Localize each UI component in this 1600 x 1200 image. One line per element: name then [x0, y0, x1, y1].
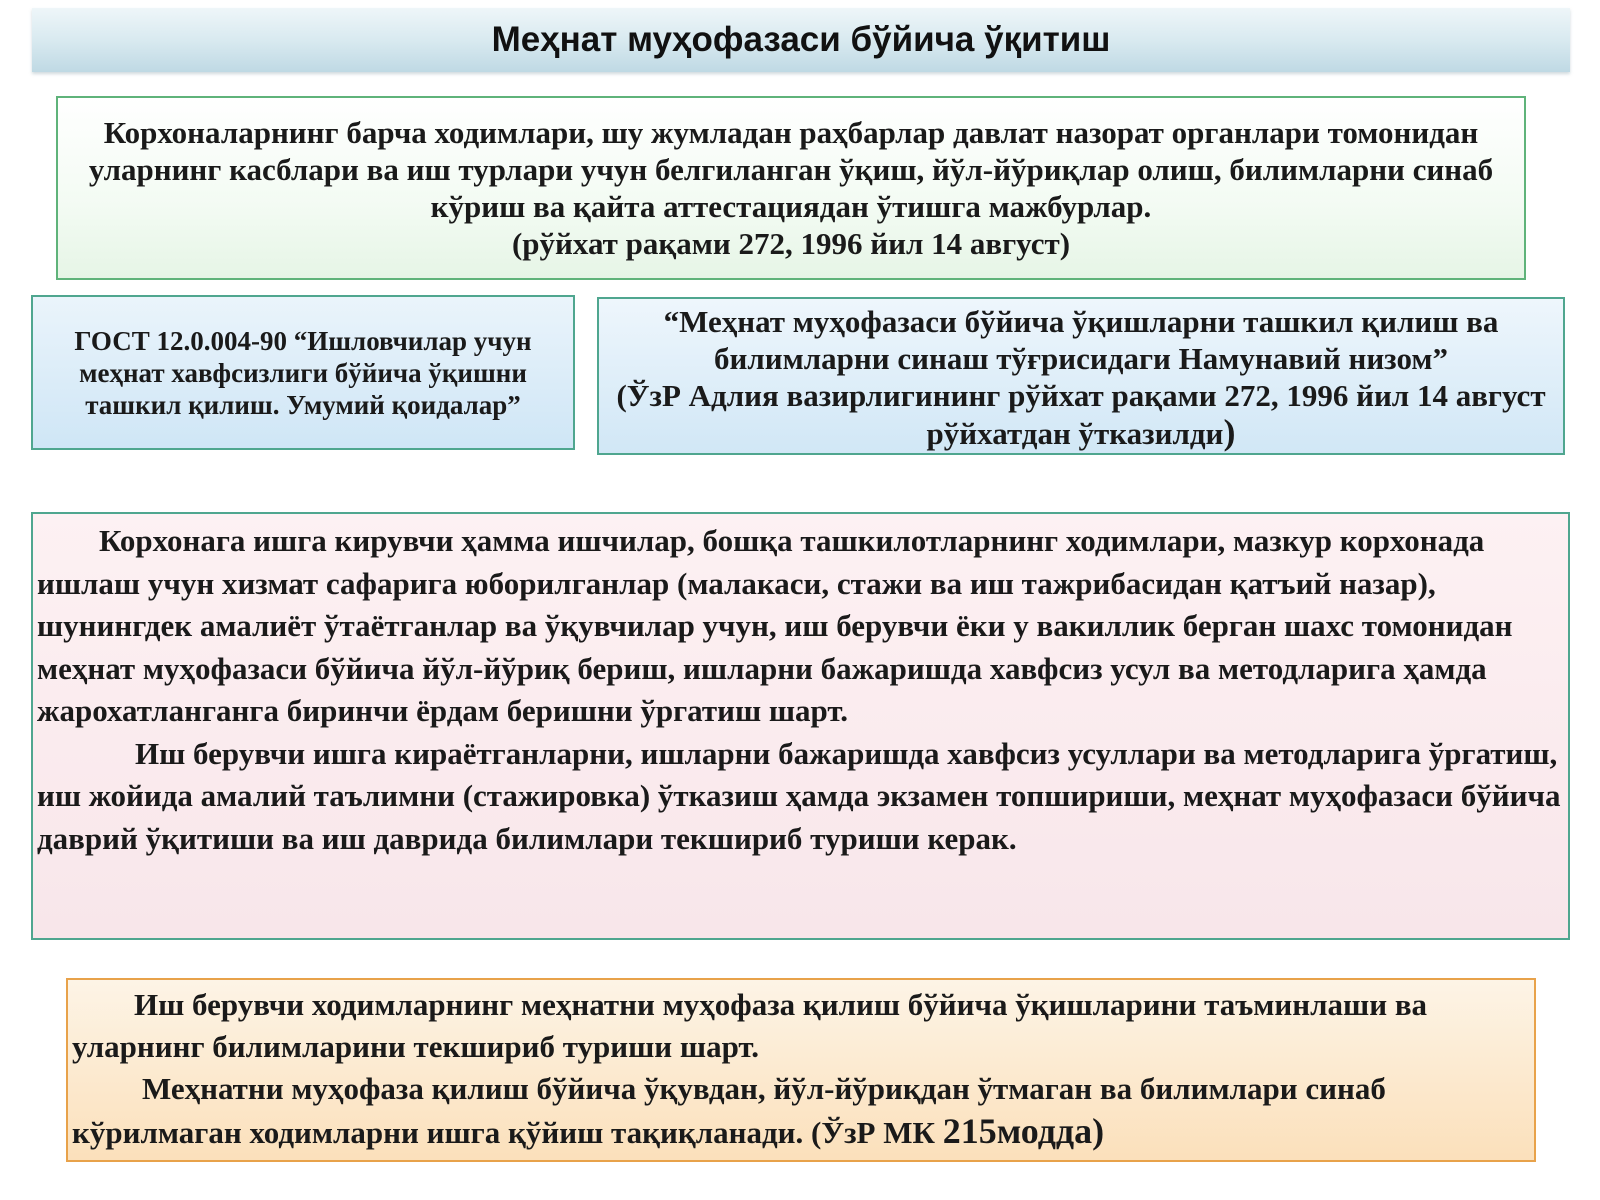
gost-text: ГОСТ 12.0.004-90 “Ишловчилар учун меҳнат хавфсизлиги бўйича ўқишни ташкил қилиш. Умумий қоидалар” [74, 326, 532, 420]
employer-paragraph-1: Иш берувчи ходимларнинг меҳнатни муҳофаза қилиш бўйича ўқишларини таъминлаши ва уларнинг билимларини текшириб туриши шарт. [72, 987, 1428, 1064]
page-title: Меҳнат муҳофазаси бўйича ўқитиш [491, 20, 1111, 59]
regulation-closing-paren: ) [1223, 412, 1236, 452]
obligation-text: Корхоналарнинг барча ходимлари, шу жумладан раҳбарлар давлат назорат органлари томонидан уларнинг касблари ва иш турлари учун белгиланган ўқиш, йўл-йўриқлар олиш, билимларни синаб кўриш ва қайта аттестациядан ўтишга мажбурлар. [88, 115, 1494, 224]
instruction-paragraph-2: Иш берувчи ишга кираётганларни, ишларни бажаришда хавфсиз усуллари ва методларига ўргатиш, иш жойида амалий таълимни (стажировка) ўтказиш ҳамда экзамен топшириши, меҳнат муҳофазаси бўйича даврий ўқитиши ва иш даврида билимлари текшириб туриши керак. [37, 735, 1561, 856]
regulation-title: “Меҳнат муҳофазаси бўйича ўқишларни ташкил қилиш ва билимларни синаш тўғрисидаги Намунавий низом” [663, 304, 1499, 376]
regulation-registration-line [599, 377, 1563, 452]
regulation-box [597, 297, 1565, 455]
instruction-box [31, 512, 1570, 940]
title-banner [32, 8, 1570, 72]
employer-prohibition-text: Меҳнатни муҳофаза қилиш бўйича ўқувдан, йўл-йўриқдан ўтмаган ва билимлари синаб кўрилмаган ходимларни ишга қўйиш тақиқланади. (ЎзР МК [72, 1071, 1386, 1150]
obligation-registration: (рўйхат рақами 272, 1996 йил 14 август) [511, 226, 1071, 261]
gost-box [31, 295, 575, 450]
regulation-registration: (ЎзР Адлия вазирлигининг рўйхат рақами 272, 1996 йил 14 август рўйхатдан ўтказилди [616, 378, 1546, 451]
employer-paragraph-2 [72, 1068, 1528, 1154]
employer-box [66, 978, 1536, 1162]
instruction-paragraph-1: Корхонага ишга кирувчи ҳамма ишчилар, бошқа ташкилотларнинг ходимлари, мазкур корхонада ишлаш учун хизмат сафарига юборилганлар (малакаси, стажи ва иш тажрибасидан қатъий назар), шунингдек амалиёт ўтаётганлар ва ўқувчилар учун, иш берувчи ёки у вакиллик берган шахс томонидан меҳнат муҳофазаси бўйича йўл-йўриқ бериш, ишларни бажаришда хавфсиз усул ва методларига ҳамда жарохатланганга биринчи ёрдам беришни ўргатиш шарт. [37, 523, 1513, 728]
employer-article-reference: 215модда) [942, 1111, 1105, 1151]
obligation-box [56, 96, 1526, 280]
